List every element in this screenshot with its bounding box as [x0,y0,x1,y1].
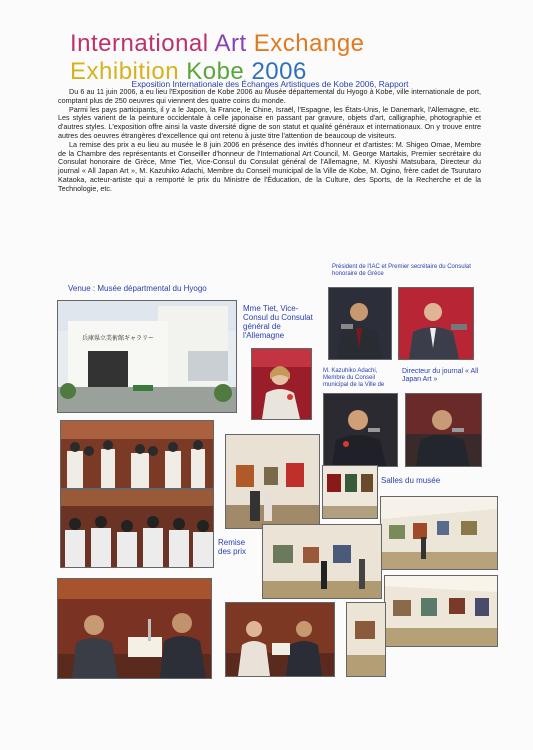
photo-mme-tiet [251,348,312,420]
photo-kazuhiko-adachi [323,393,398,467]
title-word: Exhibition [70,58,180,85]
photo-audience-seated [60,489,214,568]
paragraph-award-ceremony: La remise des prix a eu lieu au musée le 8 juin 2006 en présence des invités d'honneur et d'artistes: M. Shigeo Omae, Membre de la Chambre des représentants et Conseiller d'honneur de l'International Art Council, M. George Martakis, Premier secrétaire du Consulat honoraire de Grèce, Mme Tiet, Vice-Consul du Consulat général de l'Allemagne, M. Kiyoshi Matsubara, Directeur du journal « All Japan Art », M. Kazuhiko Adachi, Membre du Conseil municipal de la Ville de Kobe, M. Ogino, frère cadet de Tsurutaro Kataoka, acteur-artiste qui a remporté le prix du Ministre de l'Éducation, de la Culture, des Sports, de la Recherche et de la Technologie, etc. [58,139,481,193]
photo-president-speaker [328,287,392,360]
caption-venue: Venue : Musée départmental du Hyogo [68,284,207,293]
title-word: Exchange [246,30,365,57]
caption-directeur: Directeur du journal « All Japan Art » [402,368,479,383]
photo-salle-1 [380,496,498,570]
photo-award-detail [346,602,386,677]
caption-salles: Salles du musée [381,476,441,485]
title-word: Kobe [179,58,245,85]
photo-salle-3 [384,575,498,647]
paragraph-dates: Du 6 au 11 juin 2006, a eu lieu l'Exposition de Kobe 2006 au Musée départemental du Hyogo à Kobe, ville internationale de port, comptant plus de 250 oeuvres qui viennent des quatre coins du monde. [58,87,481,105]
paragraph-countries: Parmi les pays participants, il y a le Japon, la France, le Chine, Israël, l'Espagne, les États-Unis, le Danemark, l'Allemagne, etc. Les styles varient de la peinture occidentale à celle japonaise en passant par gravure, objets d'art, calligraphie, photographie et d'autres styles. L'exposition offre ainsi la vaste diversité digne de son statut et qualité généraux et internationaux. On y trouve entre autres des oeuvres étrangères d'excellence qui ont retenu à juste titre l'attention de beaucoup de visiteurs. [58,104,481,140]
photo-crowd-visitors [60,420,214,489]
caption-tiet: Mme Tiet, Vice-Consul du Consulat général de l'Allemagne [243,304,313,340]
photo-museum-building [57,300,237,413]
title-word: 2006 [244,58,307,85]
title-word: International [70,30,209,57]
photo-consulate-secretary [398,287,474,360]
caption-remise: Remise des prix [218,538,247,556]
photo-award-presentation [225,602,335,677]
photo-award-handover [57,578,212,679]
report-subtitle: Exposition Internationale des Échanges Artistiques de Kobe 2006, Rapport [131,79,409,89]
photo-gallery-room [225,434,320,529]
photo-journal-director [405,393,482,467]
report-body [58,88,481,194]
caption-president: Président de l'IAC et Premier secrétaire du Consulat honoraire de Grèce [332,264,471,277]
photo-salle-2 [262,524,382,599]
caption-adachi: M. Kazuhiko Adachi, Membre du Conseil municipal de la Ville de [323,368,385,388]
title-word: Art [208,30,247,57]
museum-sign-text: 兵庫県立美術館ギャラリー [82,335,155,342]
photo-artworks-wall [322,465,378,519]
